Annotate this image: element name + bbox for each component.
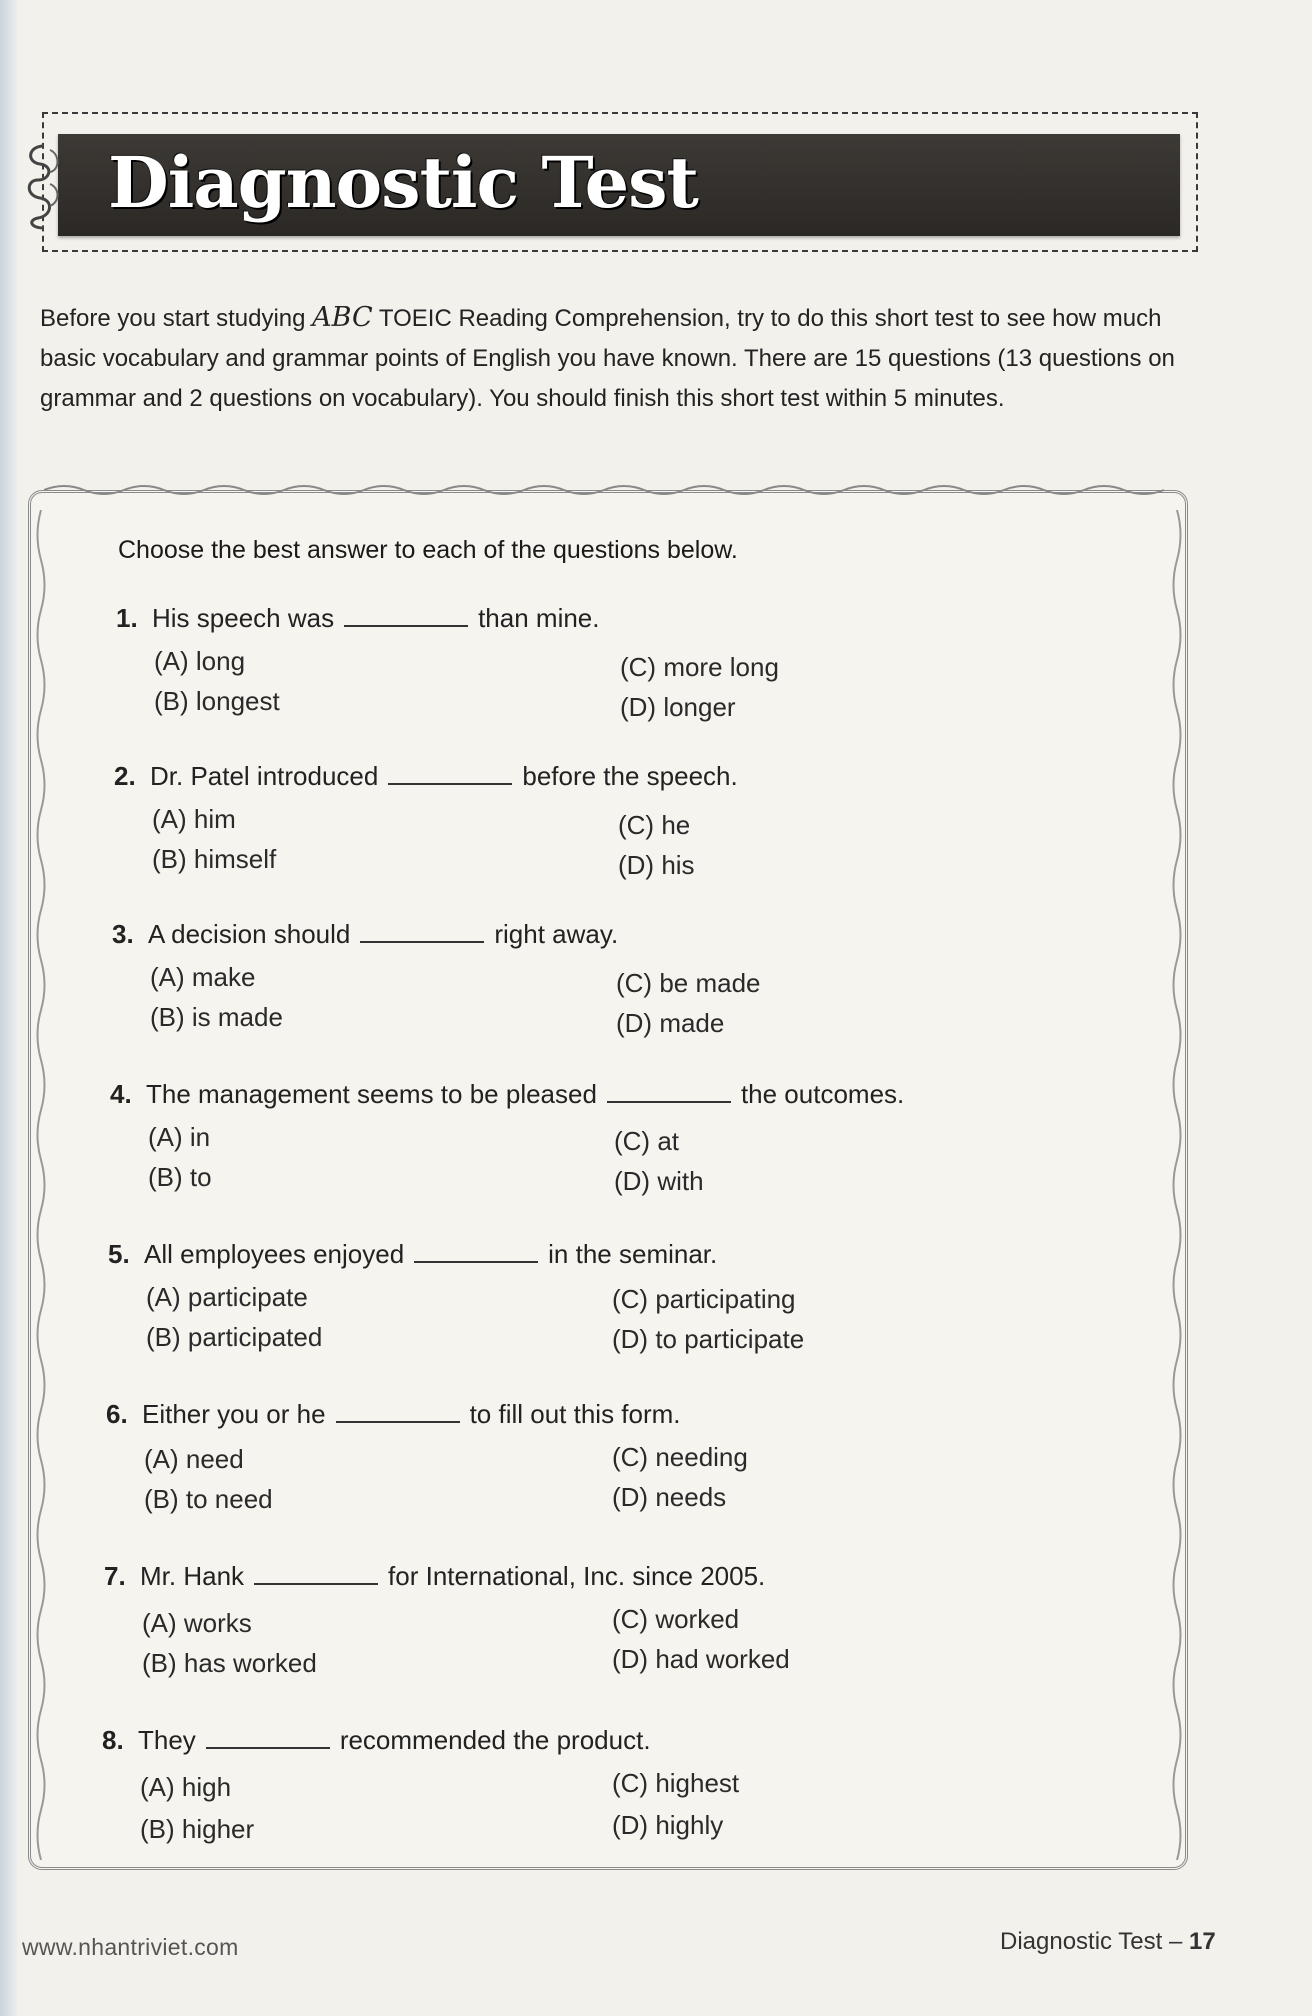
- footer-page-label: [1000, 1928, 1216, 1956]
- question-stem-before: The management seems to be pleased: [146, 1079, 597, 1109]
- question-7: [104, 1558, 765, 1594]
- option-a[interactable]: (A) in: [148, 1122, 211, 1152]
- option-d[interactable]: (D) had worked: [612, 1644, 790, 1674]
- question-stem-before: Mr. Hank: [140, 1561, 245, 1591]
- answer-blank: [607, 1079, 731, 1103]
- answer-blank: [414, 1239, 538, 1263]
- question-number: 5.: [108, 1239, 130, 1269]
- option-b[interactable]: (B) to: [148, 1162, 212, 1192]
- option-b[interactable]: (B) has worked: [142, 1648, 317, 1678]
- footer-section: Diagnostic Test –: [1000, 1928, 1189, 1955]
- question-stem-before: They: [138, 1725, 196, 1755]
- question-3: [112, 916, 618, 952]
- option-c[interactable]: (C) more long: [620, 652, 779, 682]
- question-stem-after: the outcomes.: [740, 1079, 905, 1109]
- answer-blank: [388, 761, 512, 785]
- page-number: 17: [1189, 1928, 1216, 1955]
- question-stem-after: for International, Inc. since 2005.: [388, 1561, 766, 1591]
- intro-text-rest: TOEIC Reading Comprehension, try to do this short test to see how much basic vocabulary and grammar points of English you have known. There are 15 questions (13 questions on grammar and 2 questions on vocabulary). You should finish this short test within 5 minutes.: [40, 305, 1175, 412]
- intro-paragraph: [40, 298, 1210, 419]
- option-b[interactable]: (B) is made: [150, 1002, 283, 1032]
- question-stem-after: to fill out this form.: [469, 1399, 681, 1429]
- question-stem-before: All employees enjoyed: [144, 1239, 405, 1269]
- option-c[interactable]: (C) needing: [612, 1442, 748, 1472]
- question-stem-after: recommended the product.: [339, 1725, 651, 1755]
- option-d[interactable]: (D) needs: [612, 1482, 727, 1512]
- question-1: [116, 600, 599, 636]
- page-binding-shadow: [0, 0, 18, 2016]
- option-b[interactable]: (B) participated: [146, 1322, 323, 1352]
- question-stem-before: A decision should: [148, 919, 351, 949]
- question-stem-after: before the speech.: [522, 761, 738, 791]
- option-a[interactable]: (A) high: [140, 1772, 232, 1802]
- question-number: 7.: [104, 1561, 126, 1591]
- option-d[interactable]: (D) his: [618, 850, 695, 880]
- option-a[interactable]: (A) participate: [146, 1282, 308, 1312]
- question-stem-before: Dr. Patel introduced: [150, 761, 379, 791]
- option-a[interactable]: (A) him: [152, 804, 236, 834]
- option-d[interactable]: (D) to participate: [612, 1324, 805, 1354]
- option-b[interactable]: (B) higher: [140, 1814, 255, 1844]
- option-a[interactable]: (A) works: [142, 1608, 252, 1638]
- question-4: [110, 1076, 904, 1112]
- question-stem-after: right away.: [494, 919, 619, 949]
- option-a[interactable]: (A) need: [144, 1444, 244, 1474]
- question-6: [106, 1396, 681, 1432]
- option-d[interactable]: (D) highly: [612, 1810, 724, 1840]
- question-5: [108, 1236, 717, 1272]
- page-title: Diagnostic Test: [108, 141, 698, 224]
- option-d[interactable]: (D) made: [616, 1008, 725, 1038]
- option-d[interactable]: (D) longer: [620, 692, 736, 722]
- scroll-ornament-icon: [20, 140, 68, 232]
- option-c[interactable]: (C) participating: [612, 1284, 796, 1314]
- answer-blank: [336, 1399, 460, 1423]
- question-stem-before: Either you or he: [142, 1399, 326, 1429]
- intro-text-start: Before you start studying: [40, 305, 313, 332]
- question-number: 2.: [114, 761, 136, 791]
- option-c[interactable]: (C) at: [614, 1126, 679, 1156]
- answer-blank: [360, 919, 484, 943]
- option-c[interactable]: (C) worked: [612, 1604, 740, 1634]
- question-number: 6.: [106, 1399, 128, 1429]
- option-b[interactable]: (B) to need: [144, 1484, 273, 1514]
- panel-top-ornament: [44, 482, 1174, 498]
- question-stem-before: His speech was: [152, 603, 335, 633]
- question-8: [102, 1722, 651, 1758]
- panel-left-ornament: [34, 510, 48, 1860]
- question-stem-after: than mine.: [478, 603, 600, 633]
- question-number: 1.: [116, 603, 138, 633]
- question-number: 3.: [112, 919, 134, 949]
- option-c[interactable]: (C) he: [618, 810, 691, 840]
- option-c[interactable]: (C) be made: [616, 968, 761, 998]
- answer-blank: [344, 603, 468, 627]
- brand-name: ABC: [312, 302, 373, 333]
- answer-blank: [206, 1725, 330, 1749]
- question-number: 8.: [102, 1725, 124, 1755]
- question-number: 4.: [110, 1079, 132, 1109]
- instruction-text: Choose the best answer to each of the questions below.: [118, 536, 738, 564]
- answer-blank: [254, 1561, 378, 1585]
- option-a[interactable]: (A) long: [154, 646, 246, 676]
- question-2: [114, 758, 738, 794]
- option-b[interactable]: (B) himself: [152, 844, 277, 874]
- panel-right-ornament: [1170, 510, 1184, 1860]
- footer-website: www.nhantriviet.com: [22, 1934, 239, 1960]
- question-stem-after: in the seminar.: [548, 1239, 718, 1269]
- option-a[interactable]: (A) make: [150, 962, 256, 992]
- option-d[interactable]: (D) with: [614, 1166, 704, 1196]
- option-c[interactable]: (C) highest: [612, 1768, 740, 1798]
- option-b[interactable]: (B) longest: [154, 686, 280, 716]
